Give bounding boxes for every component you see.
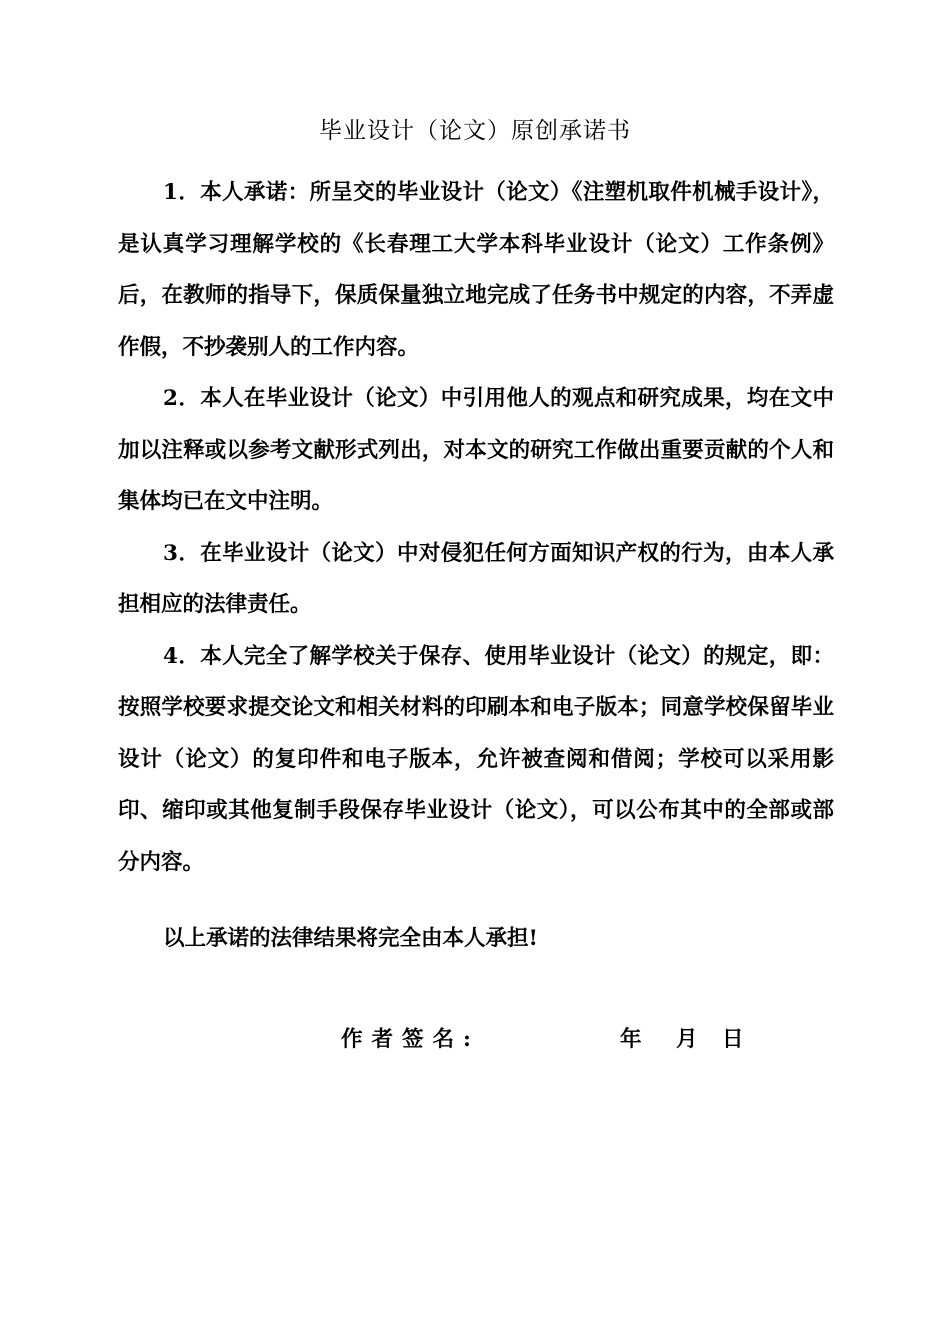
document-title: 毕业设计（论文）原创承诺书 (319, 118, 631, 144)
author-signature-label: 作者签名: (341, 1027, 480, 1052)
commitment-body (118, 167, 834, 888)
commitment-paragraph-3: 3．在毕业设计（论文）中对侵犯任何方面知识产权的行为，由本人承担相应的法律责任。 (118, 540, 834, 617)
signature-day-label: 日 (722, 1027, 744, 1052)
closing-statement: 以上承诺的法律结果将完全由本人承担! (163, 926, 538, 951)
signature-month-label: 月 (676, 1027, 698, 1052)
signature-year-label: 年 (620, 1027, 642, 1052)
commitment-paragraph-1: 1．本人承诺：所呈交的毕业设计（论文）《注塑机取件机械手设计》，是认真学习理解学校的《长春理工大学本科毕业设计（论文）工作条例》后，在教师的指导下，保质保量独立地完成了任务书中规定的内容，不弄虚作假，不抄袭别人的工作内容。 (118, 180, 834, 360)
commitment-paragraph-2: 2．本人在毕业设计（论文）中引用他人的观点和研究成果，均在文中加以注释或以参考文献形式列出，对本文的研究工作做出重要贡献的个人和集体均已在文中注明。 (118, 386, 834, 514)
commitment-paragraph-4: 4．本人完全了解学校关于保存、使用毕业设计（论文）的规定，即：按照学校要求提交论文和相关材料的印刷本和电子版本；同意学校保留毕业设计（论文）的复印件和电子版本，允许被查阅和借阅；学校可以采用影印、缩印或其他复制手段保存毕业设计（论文），可以公布其中的全部或部分内容。 (118, 643, 834, 875)
signature-row (0, 1016, 950, 1064)
